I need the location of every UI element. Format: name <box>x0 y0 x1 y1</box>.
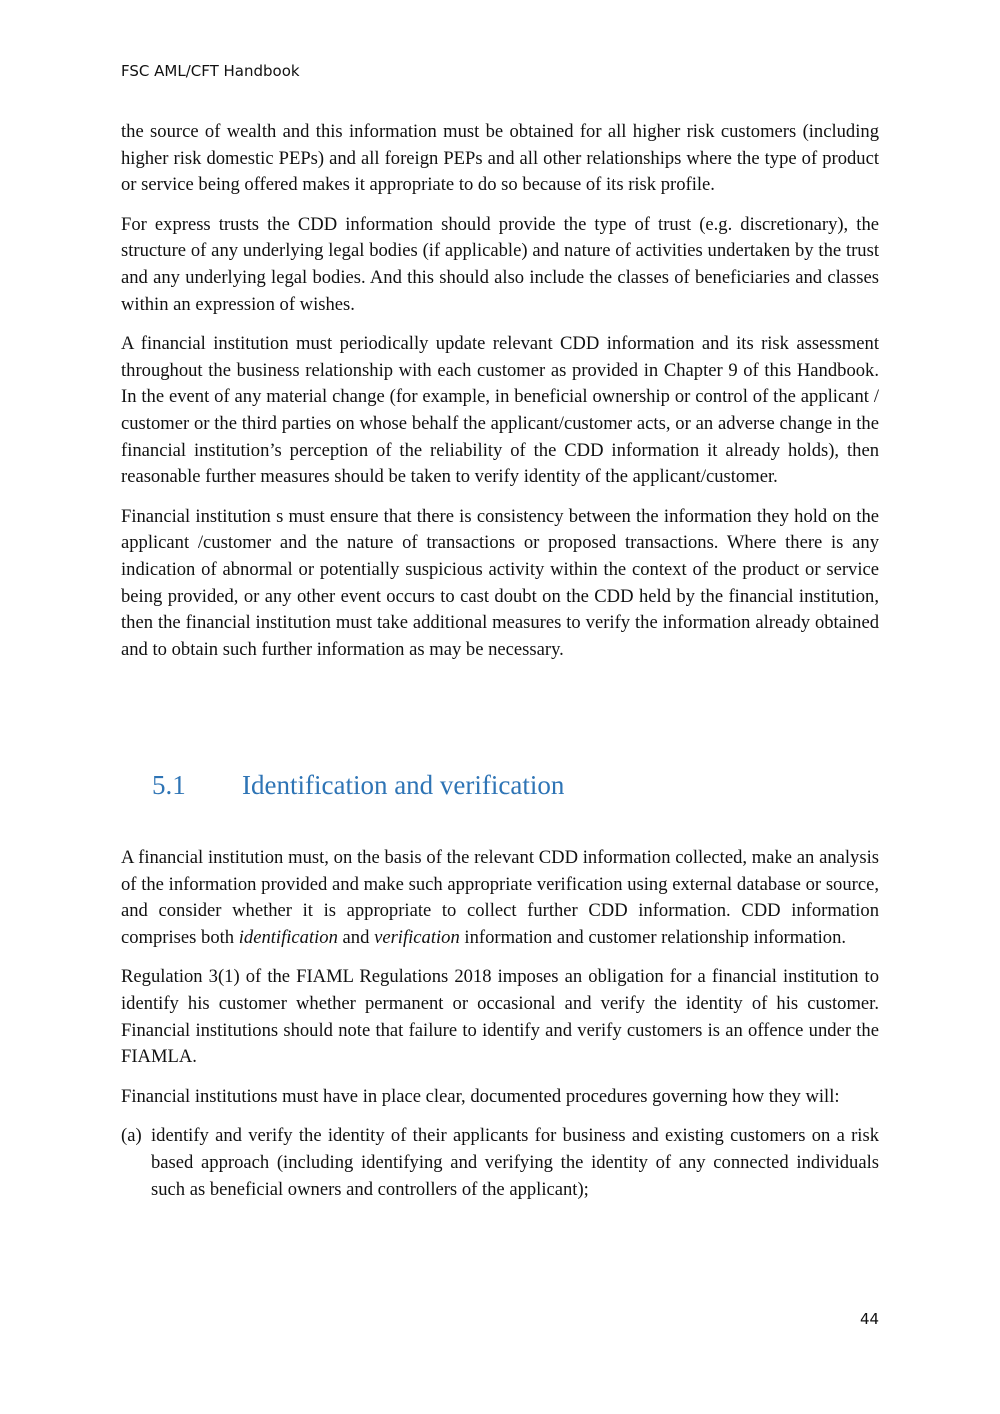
text-run: A financial institution must, on the basis of the relevant CDD information collected, make an analysis of the information provided and make such appropriate verification using external database or source, and consider whether it is appropriate to collect further CDD information. CDD information comprises both <box>121 847 879 948</box>
paragraph <box>121 845 879 951</box>
paragraph: Financial institution s must ensure that there is consistency between the information they hold on the applicant /customer and the nature of transactions or proposed transactions. Where there is any indication of abnormal or potentially suspicious activity within the context of the product or service being provided, or any other event occurs to cast doubt on the CDD held by the financial institution, then the financial institution must take additional measures to verify the information already obtained and to obtain such further information as may be necessary. <box>121 505 879 660</box>
paragraph: the source of wealth and this information must be obtained for all higher risk customers (including higher risk domestic PEPs) and all foreign PEPs and all other relationships where the type of product or service being offered makes it appropriate to do so because of its risk profile. <box>121 121 879 196</box>
section-number: 5.1 <box>152 770 186 800</box>
list-marker: (a) <box>121 1125 142 1147</box>
text-run: information and customer relationship information. <box>459 926 847 948</box>
list-item-text: identify and verify the identity of their applicants for business and existing customers on a risk based approach (including identifying and verifying the identity of any connected individuals such as beneficial owners and controllers of the applicant); <box>151 1125 879 1200</box>
running-header: FSC AML/CFT Handbook <box>121 62 300 80</box>
paragraph: For express trusts the CDD information should provide the type of trust (e.g. discretionary), the structure of any underlying legal bodies (if applicable) and nature of activities undertaken by the trust and any underlying legal bodies. And this should also include the classes of beneficiaries and classes within an expression of wishes. <box>121 213 879 315</box>
body-section <box>121 845 879 1203</box>
paragraph: A financial institution must periodically update relevant CDD information and its risk assessment throughout the business relationship with each customer as provided in Chapter 9 of this Handbook. In the event of any material change (for example, in beneficial ownership or control of the applicant / customer or the third parties on whose behalf the applicant/customer acts, or an adverse change in the financial institution’s perception of the reliability of the CDD information it already holds), then reasonable further measures should be taken to verify identity of the applicant/customer. <box>121 333 879 488</box>
paragraph: Regulation 3(1) of the FIAML Regulations 2018 imposes an obligation for a financial institution to identify his customer whether permanent or occasional and verify the identity of his customer. Financial institutions should note that failure to identify and verify customers is an offence under the FIAMLA. <box>121 966 879 1068</box>
emphasis-identification: identification <box>238 926 338 948</box>
page-number: 44 <box>860 1310 880 1328</box>
list-item <box>121 1123 879 1203</box>
section-heading <box>152 770 564 801</box>
text-run: and <box>337 926 375 948</box>
emphasis-verification: verification <box>374 926 460 948</box>
paragraph: Financial institutions must have in place clear, documented procedures governing how they will: <box>121 1085 840 1107</box>
body-top <box>121 119 879 676</box>
section-title: Identification and verification <box>242 770 565 800</box>
